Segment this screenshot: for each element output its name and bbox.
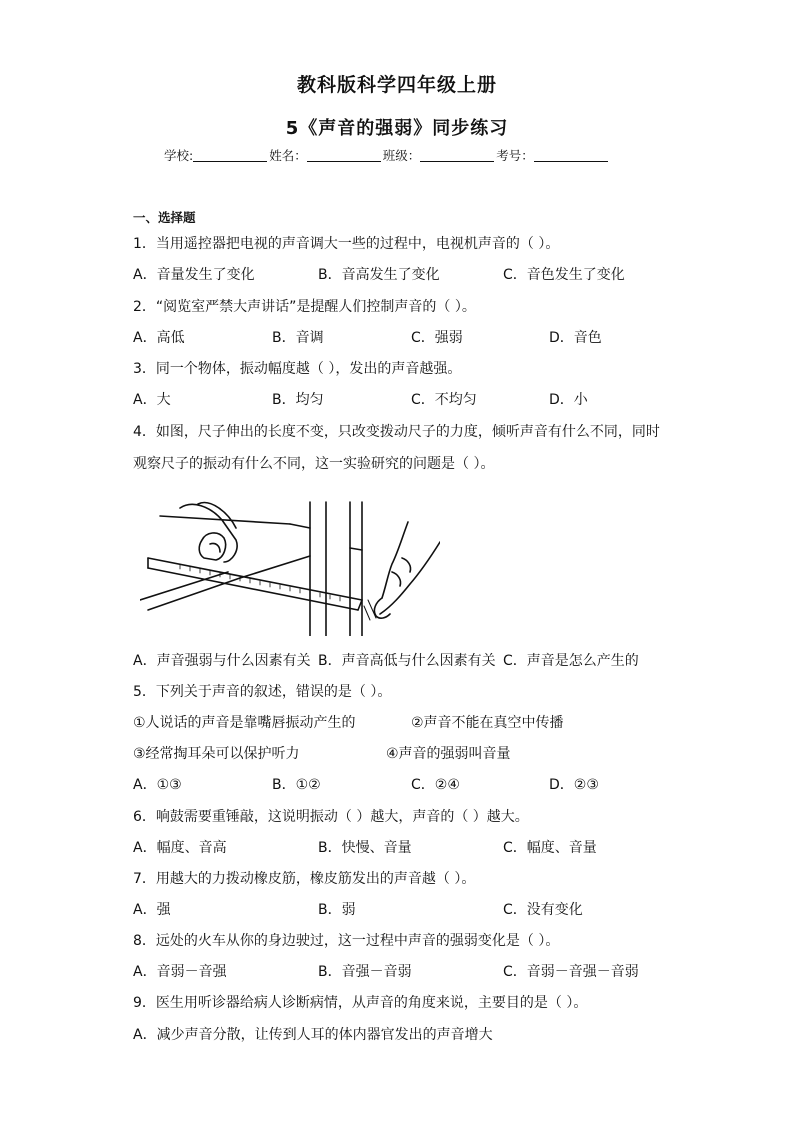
option[interactable]: D．小 (549, 392, 588, 408)
option[interactable]: A．①③ (133, 777, 182, 793)
option[interactable]: C．没有变化 (503, 902, 583, 918)
option[interactable]: B．均匀 (272, 392, 324, 408)
option[interactable]: C．声音是怎么产生的 (503, 653, 639, 669)
question-stem-continued: 观察尺子的振动有什么不同，这一实验研究的问题是（ ）。 (133, 456, 495, 472)
option[interactable]: B．音高发生了变化 (318, 267, 440, 283)
question-stem: 5．下列关于声音的叙述，错误的是（ ）。 (133, 684, 392, 700)
option[interactable]: A．声音强弱与什么因素有关 (133, 653, 311, 669)
question-stem: 4．如图，尺子伸出的长度不变，只改变拨动尺子的力度，倾听声音有什么不同，同时 (133, 424, 660, 440)
page-title: 教科版科学四年级上册 (296, 74, 497, 96)
option[interactable]: B．弱 (318, 902, 356, 918)
option[interactable]: B．快慢、音量 (318, 840, 412, 856)
page-subtitle: 5《声音的强弱》同步练习 (285, 118, 509, 139)
option[interactable]: C．音色发生了变化 (503, 267, 625, 283)
name-label: 姓名： (269, 148, 307, 163)
option[interactable]: C．音弱－音强－音弱 (503, 964, 639, 980)
option[interactable]: D．音色 (549, 330, 602, 346)
school-blank[interactable] (193, 147, 267, 162)
option[interactable]: A．音量发生了变化 (133, 267, 255, 283)
class-label: 班级： (382, 148, 421, 163)
option[interactable]: C．强弱 (411, 330, 463, 346)
exam-no-blank[interactable] (534, 147, 608, 162)
option[interactable]: A．幅度、音高 (133, 840, 227, 856)
section-title: 一、选择题 (133, 210, 196, 225)
class-blank[interactable] (420, 147, 494, 162)
ruler-experiment-figure (140, 488, 440, 636)
option[interactable]: C．不均匀 (411, 392, 477, 408)
school-label: 学校: (164, 148, 194, 163)
statement: ④声音的强弱叫音量 (386, 746, 511, 762)
exam-no-label: 考号： (496, 148, 534, 163)
question-stem: 3．同一个物体，振动幅度越（ ），发出的声音越强。 (133, 361, 462, 377)
option[interactable]: A．音弱－音强 (133, 964, 227, 980)
student-info-row (164, 146, 610, 164)
statement: ①人说话的声音是靠嘴唇振动产生的 (133, 715, 356, 731)
option[interactable]: B．音调 (272, 330, 324, 346)
question-stem: 8．远处的火车从你的身边驶过，这一过程中声音的强弱变化是（ ）。 (133, 933, 560, 949)
name-blank[interactable] (307, 147, 381, 162)
question-stem: 1．当用遥控器把电视的声音调大一些的过程中，电视机声音的（ ）。 (133, 236, 560, 252)
question-stem: 7．用越大的力拨动橡皮筋，橡皮筋发出的声音越（ ）。 (133, 871, 476, 887)
option[interactable]: D．②③ (549, 777, 599, 793)
option[interactable]: B．声音高低与什么因素有关 (318, 653, 496, 669)
option[interactable]: C．幅度、音量 (503, 840, 597, 856)
statement: ③经常掏耳朵可以保护听力 (133, 746, 300, 762)
option[interactable]: A．高低 (133, 330, 185, 346)
option[interactable]: A．强 (133, 902, 171, 918)
question-stem: 9．医生用听诊器给病人诊断病情，从声音的角度来说，主要目的是（ ）。 (133, 995, 588, 1011)
option[interactable]: A．大 (133, 392, 171, 408)
option[interactable]: C．②④ (411, 777, 460, 793)
question-stem: 6．响鼓需要重锤敲，这说明振动（ ）越大，声音的（ ）越大。 (133, 809, 529, 825)
statement: ②声音不能在真空中传播 (411, 715, 564, 731)
question-stem: 2．“阅览室严禁大声讲话”是提醒人们控制声音的（ ）。 (133, 299, 476, 315)
option[interactable]: B．音强－音弱 (318, 964, 412, 980)
option[interactable]: A．减少声音分散，让传到人耳的体内器官发出的声音增大 (133, 1027, 493, 1043)
option[interactable]: B．①② (272, 777, 321, 793)
